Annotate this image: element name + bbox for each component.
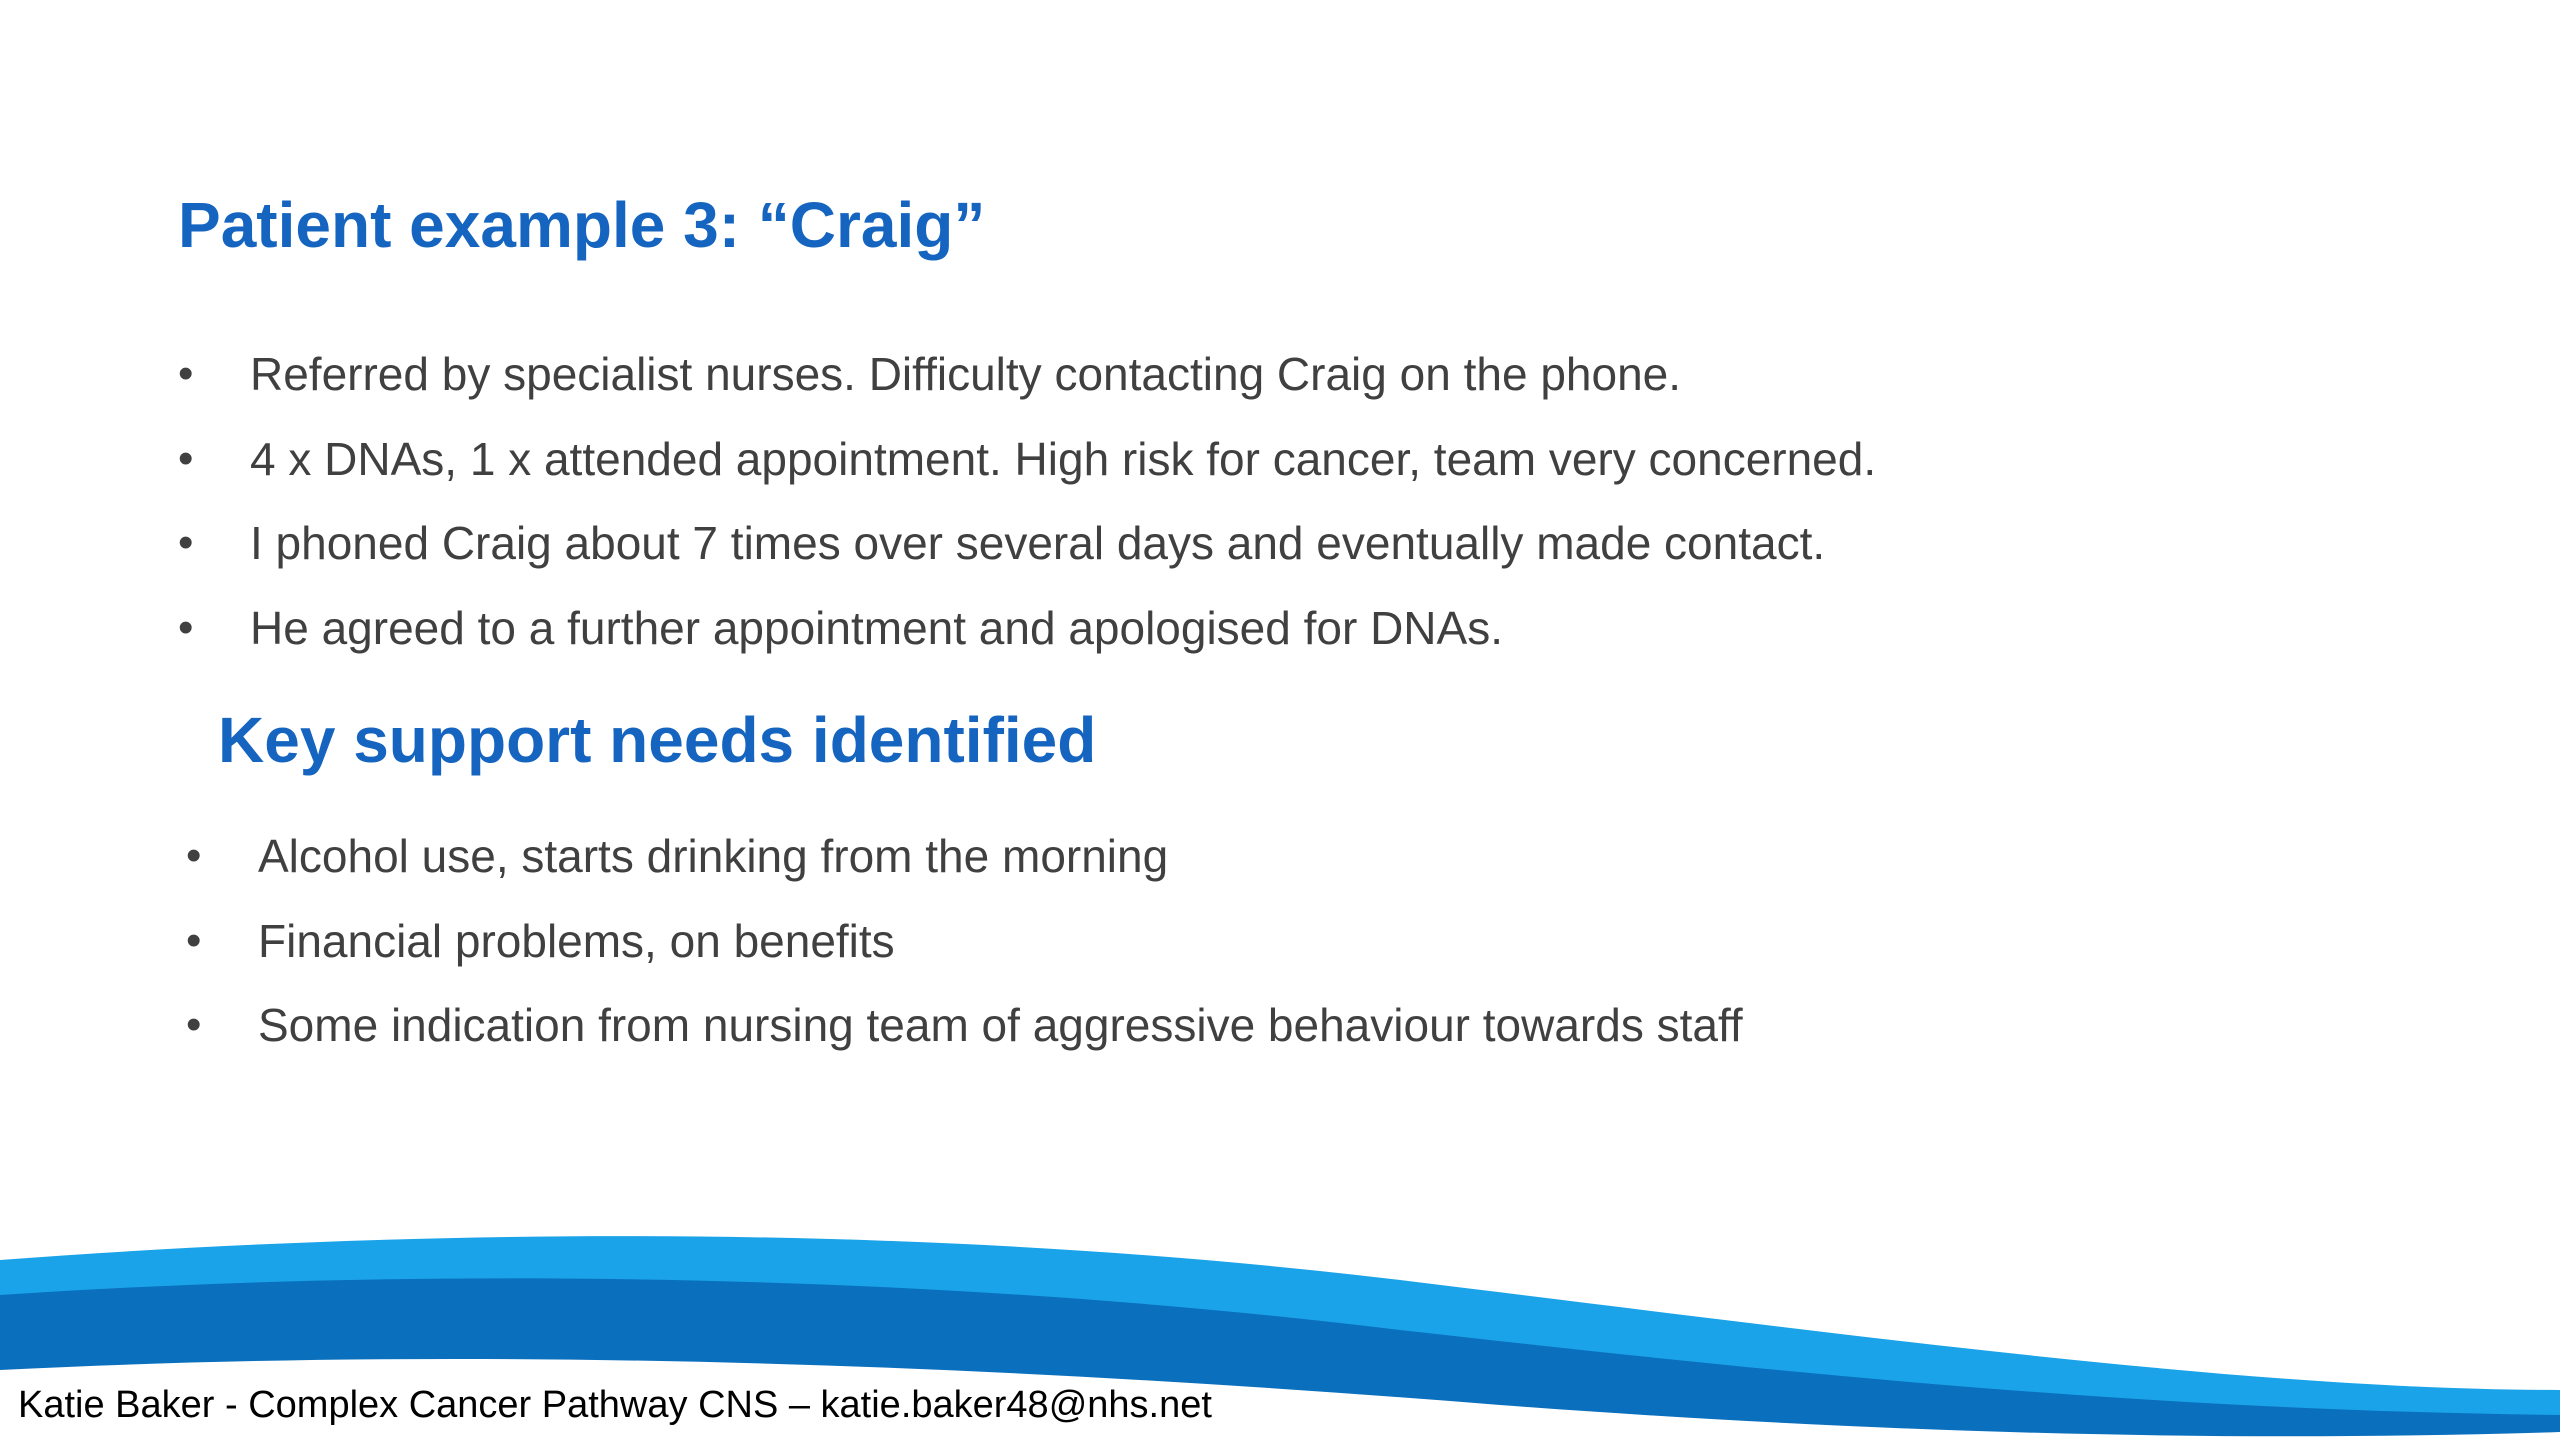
bullet-text: He agreed to a further appointment and apologised for DNAs. xyxy=(250,601,1503,654)
bullet-icon: • xyxy=(186,831,202,880)
footer-contact: Katie Baker - Complex Cancer Pathway CNS – katie.baker48@nhs.net xyxy=(18,1384,1212,1426)
bullet-text: I phoned Craig about 7 times over several days and eventually made contact. xyxy=(250,517,1826,569)
bullet-icon: • xyxy=(186,915,202,965)
bullet-icon: • xyxy=(178,602,194,652)
slide-title: Patient example 3: “Craig” xyxy=(178,189,986,261)
bullet-text: 4 x DNAs, 1 x attended appointment. High risk for cancer, team very concerned. xyxy=(250,432,1877,485)
bullet-icon: • xyxy=(178,433,194,483)
bullet-text: Some indication from nursing team of aggressive behaviour towards staff xyxy=(258,999,1743,1051)
bullet-text: Referred by specialist nurses. Difficulty contacting Craig on the phone. xyxy=(250,348,1682,400)
bullet-text: Financial problems, on benefits xyxy=(258,914,895,967)
bullet-icon: • xyxy=(186,1000,202,1049)
bullet-icon: • xyxy=(178,518,194,567)
bullet-text: Alcohol use, starts drinking from the morning xyxy=(258,830,1169,882)
section-heading: Key support needs identified xyxy=(218,704,1097,776)
bullet-icon: • xyxy=(178,349,194,398)
